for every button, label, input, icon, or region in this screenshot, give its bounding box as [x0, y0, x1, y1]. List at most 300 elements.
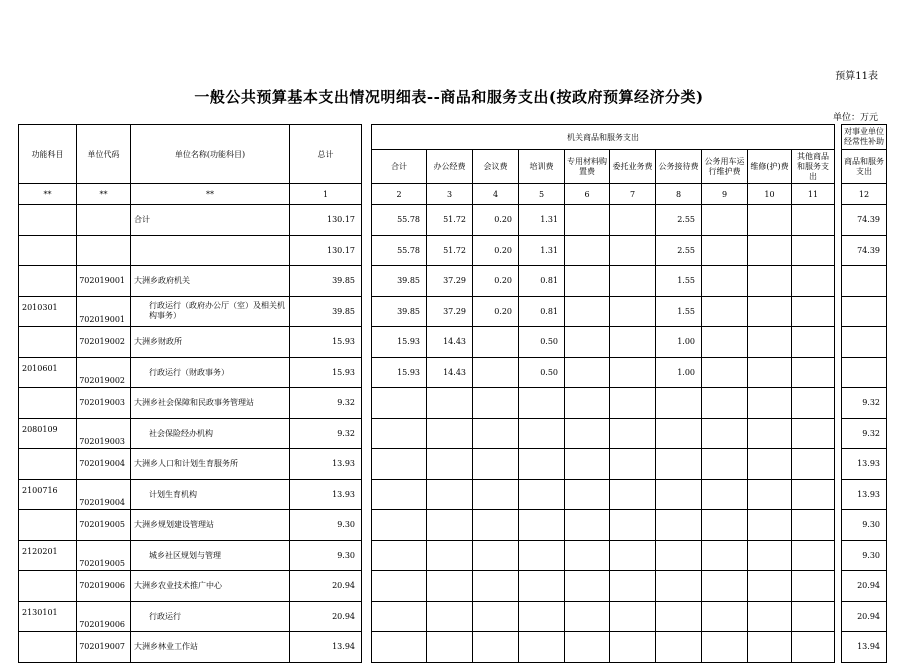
cell-unit-code: 702019006	[77, 571, 131, 602]
cell-reception	[656, 632, 702, 663]
table-row	[19, 571, 887, 602]
cell-office	[427, 601, 473, 632]
cell-other	[792, 571, 835, 602]
cell-goods: 13.93	[842, 449, 887, 480]
cell-unit-code: 702019001	[77, 296, 131, 327]
column-gap	[835, 479, 842, 510]
header-other: 其他商品和服务支出	[792, 150, 835, 184]
cell-other	[792, 327, 835, 358]
cell-total: 9.32	[290, 418, 362, 449]
cell-car	[702, 327, 748, 358]
cell-goods: 74.39	[842, 205, 887, 236]
cell-entrust	[610, 601, 656, 632]
column-gap	[835, 357, 842, 388]
cell-total: 130.17	[290, 235, 362, 266]
cell-entrust	[610, 479, 656, 510]
cell-training	[519, 479, 565, 510]
cell-other	[792, 357, 835, 388]
cell-meeting	[473, 418, 519, 449]
cell-reception	[656, 540, 702, 571]
cell-meeting	[473, 479, 519, 510]
cell-subtotal	[372, 540, 427, 571]
table-row	[19, 601, 887, 632]
cell-unit-name: 大洲乡人口和计划生育服务所	[131, 449, 290, 480]
cell-goods: 13.94	[842, 632, 887, 663]
cell-car	[702, 571, 748, 602]
column-gap	[835, 540, 842, 571]
cell-unit-name: 行政运行（政府办公厅（室）及相关机构事务）	[131, 296, 290, 327]
table-row	[19, 266, 887, 297]
table-row	[19, 449, 887, 480]
cell-office	[427, 449, 473, 480]
cell-meeting	[473, 357, 519, 388]
cell-material	[565, 449, 610, 480]
cell-entrust	[610, 510, 656, 541]
cell-repair	[748, 235, 792, 266]
cell-meeting: 0.20	[473, 235, 519, 266]
cell-subtotal	[372, 479, 427, 510]
cell-total: 13.93	[290, 479, 362, 510]
cell-training	[519, 418, 565, 449]
cell-entrust	[610, 418, 656, 449]
cell-repair	[748, 601, 792, 632]
cell-unit-name: 大洲乡社会保障和民政事务管理站	[131, 388, 290, 419]
cell-unit-code: 702019007	[77, 632, 131, 663]
header-total: 总计	[290, 125, 362, 184]
cell-material	[565, 296, 610, 327]
header-unit-code: 单位代码	[77, 125, 131, 184]
header-material: 专用材料购置费	[565, 150, 610, 184]
cell-total: 39.85	[290, 266, 362, 297]
cell-training	[519, 388, 565, 419]
cell-office	[427, 510, 473, 541]
cell-subtotal: 55.78	[372, 235, 427, 266]
column-gap	[362, 510, 372, 541]
cell-unit-name	[131, 235, 290, 266]
cell-unit-name: 城乡社区规划与管理	[131, 540, 290, 571]
cell-training: 0.81	[519, 296, 565, 327]
cell-repair	[748, 510, 792, 541]
cell-repair	[748, 449, 792, 480]
cell-total: 39.85	[290, 296, 362, 327]
cell-repair	[748, 327, 792, 358]
cell-entrust	[610, 388, 656, 419]
column-gap	[362, 388, 372, 419]
cell-material	[565, 327, 610, 358]
cell-func-subject: 2080109	[19, 418, 77, 449]
cell-training	[519, 540, 565, 571]
cell-subtotal	[372, 449, 427, 480]
cell-repair	[748, 540, 792, 571]
cell-func-subject	[19, 571, 77, 602]
cell-training: 0.81	[519, 266, 565, 297]
column-gap	[835, 571, 842, 602]
cell-subtotal	[372, 632, 427, 663]
cell-goods: 74.39	[842, 235, 887, 266]
cell-office	[427, 571, 473, 602]
cell-subtotal	[372, 418, 427, 449]
cell-entrust	[610, 571, 656, 602]
cell-meeting	[473, 449, 519, 480]
cell-repair	[748, 479, 792, 510]
cell-other	[792, 418, 835, 449]
cell-unit-code: 702019005	[77, 540, 131, 571]
header-func-subject: 功能科目	[19, 125, 77, 184]
cell-material	[565, 571, 610, 602]
index-cell: 6	[565, 184, 610, 205]
index-cell: 1	[290, 184, 362, 205]
index-cell: 8	[656, 184, 702, 205]
cell-meeting: 0.20	[473, 296, 519, 327]
table-row	[19, 357, 887, 388]
index-cell: 7	[610, 184, 656, 205]
cell-car	[702, 510, 748, 541]
cell-car	[702, 205, 748, 236]
cell-reception: 1.55	[656, 266, 702, 297]
column-gap	[835, 296, 842, 327]
header-meeting: 会议费	[473, 150, 519, 184]
cell-total: 13.93	[290, 449, 362, 480]
cell-reception: 1.00	[656, 327, 702, 358]
column-gap	[362, 479, 372, 510]
cell-unit-code	[77, 205, 131, 236]
cell-other	[792, 235, 835, 266]
cell-reception: 1.55	[656, 296, 702, 327]
cell-goods: 9.32	[842, 418, 887, 449]
cell-goods: 20.94	[842, 571, 887, 602]
cell-func-subject	[19, 510, 77, 541]
cell-total: 20.94	[290, 601, 362, 632]
column-gap	[835, 418, 842, 449]
cell-entrust	[610, 540, 656, 571]
column-gap	[835, 266, 842, 297]
cell-material	[565, 540, 610, 571]
cell-repair	[748, 418, 792, 449]
cell-goods: 9.30	[842, 510, 887, 541]
cell-reception	[656, 510, 702, 541]
column-gap	[835, 205, 842, 236]
header-group-main: 机关商品和服务支出	[372, 125, 835, 150]
cell-office: 37.29	[427, 266, 473, 297]
cell-subtotal: 39.85	[372, 266, 427, 297]
cell-repair	[748, 296, 792, 327]
column-gap	[362, 125, 372, 184]
cell-reception	[656, 418, 702, 449]
cell-meeting: 0.20	[473, 266, 519, 297]
cell-meeting	[473, 510, 519, 541]
cell-goods: 13.93	[842, 479, 887, 510]
cell-subtotal: 15.93	[372, 327, 427, 358]
cell-unit-name: 大洲乡规划建设管理站	[131, 510, 290, 541]
cell-meeting	[473, 571, 519, 602]
cell-total: 15.93	[290, 357, 362, 388]
cell-subtotal: 55.78	[372, 205, 427, 236]
cell-unit-code	[77, 235, 131, 266]
table-row	[19, 235, 887, 266]
cell-total: 13.94	[290, 632, 362, 663]
cell-reception	[656, 601, 702, 632]
cell-material	[565, 418, 610, 449]
cell-other	[792, 479, 835, 510]
cell-unit-code: 702019003	[77, 418, 131, 449]
cell-other	[792, 632, 835, 663]
cell-material	[565, 357, 610, 388]
header-training: 培训费	[519, 150, 565, 184]
cell-car	[702, 388, 748, 419]
cell-total: 9.30	[290, 510, 362, 541]
cell-func-subject	[19, 266, 77, 297]
cell-material	[565, 266, 610, 297]
cell-repair	[748, 632, 792, 663]
cell-unit-name: 大洲乡农业技术推广中心	[131, 571, 290, 602]
cell-repair	[748, 205, 792, 236]
cell-unit-code: 702019002	[77, 327, 131, 358]
budget-table	[18, 124, 887, 663]
cell-meeting: 0.20	[473, 205, 519, 236]
cell-other	[792, 510, 835, 541]
cell-car	[702, 235, 748, 266]
cell-unit-name: 合计	[131, 205, 290, 236]
cell-training	[519, 449, 565, 480]
table-row	[19, 205, 887, 236]
cell-training: 1.31	[519, 235, 565, 266]
cell-unit-code: 702019003	[77, 388, 131, 419]
header-repair: 维修(护)费	[748, 150, 792, 184]
cell-func-subject	[19, 205, 77, 236]
header-entrust: 委托业务费	[610, 150, 656, 184]
cell-unit-code: 702019006	[77, 601, 131, 632]
column-gap	[362, 327, 372, 358]
index-cell: 11	[792, 184, 835, 205]
table-row	[19, 388, 887, 419]
header-reception: 公务接待费	[656, 150, 702, 184]
cell-car	[702, 418, 748, 449]
cell-training	[519, 632, 565, 663]
cell-training: 1.31	[519, 205, 565, 236]
cell-reception: 1.00	[656, 357, 702, 388]
cell-goods	[842, 357, 887, 388]
cell-material	[565, 479, 610, 510]
cell-meeting	[473, 632, 519, 663]
cell-unit-name: 社会保险经办机构	[131, 418, 290, 449]
column-gap	[362, 571, 372, 602]
cell-unit-name: 大洲乡财政所	[131, 327, 290, 358]
cell-meeting	[473, 327, 519, 358]
cell-func-subject	[19, 388, 77, 419]
cell-office	[427, 540, 473, 571]
index-cell: 5	[519, 184, 565, 205]
index-cell: 4	[473, 184, 519, 205]
cell-repair	[748, 266, 792, 297]
cell-subtotal	[372, 571, 427, 602]
cell-goods	[842, 296, 887, 327]
cell-material	[565, 632, 610, 663]
header-goods: 商品和服务支出	[842, 150, 887, 184]
cell-reception	[656, 571, 702, 602]
cell-material	[565, 601, 610, 632]
cell-goods	[842, 327, 887, 358]
table-row	[19, 296, 887, 327]
cell-subtotal: 15.93	[372, 357, 427, 388]
cell-goods	[842, 266, 887, 297]
cell-total: 15.93	[290, 327, 362, 358]
cell-func-subject: 2130101	[19, 601, 77, 632]
column-gap	[362, 601, 372, 632]
cell-unit-code: 702019002	[77, 357, 131, 388]
page-title: 一般公共预算基本支出情况明细表--商品和服务支出(按政府预算经济分类)	[194, 88, 704, 106]
cell-office	[427, 418, 473, 449]
index-cell: 2	[372, 184, 427, 205]
cell-unit-name: 大洲乡政府机关	[131, 266, 290, 297]
cell-goods: 20.94	[842, 601, 887, 632]
cell-entrust	[610, 205, 656, 236]
cell-func-subject	[19, 449, 77, 480]
cell-office: 14.43	[427, 357, 473, 388]
table-row	[19, 418, 887, 449]
index-cell: **	[131, 184, 290, 205]
cell-func-subject	[19, 632, 77, 663]
cell-subtotal	[372, 601, 427, 632]
index-cell: 9	[702, 184, 748, 205]
cell-entrust	[610, 357, 656, 388]
cell-training	[519, 510, 565, 541]
column-gap	[835, 184, 842, 205]
cell-office: 51.72	[427, 235, 473, 266]
unit-label: 单位：万元	[832, 113, 878, 123]
header-office: 办公经费	[427, 150, 473, 184]
cell-car	[702, 296, 748, 327]
cell-reception	[656, 479, 702, 510]
cell-repair	[748, 388, 792, 419]
table-row	[19, 632, 887, 663]
cell-goods: 9.32	[842, 388, 887, 419]
table-number: 预算11表	[835, 71, 878, 82]
table-row	[19, 510, 887, 541]
cell-unit-code: 702019001	[77, 266, 131, 297]
cell-meeting	[473, 601, 519, 632]
cell-car	[702, 479, 748, 510]
column-gap	[835, 510, 842, 541]
cell-office	[427, 479, 473, 510]
cell-repair	[748, 357, 792, 388]
cell-training: 0.50	[519, 357, 565, 388]
cell-unit-code: 702019005	[77, 510, 131, 541]
table-row	[19, 327, 887, 358]
column-gap	[362, 540, 372, 571]
cell-subtotal: 39.85	[372, 296, 427, 327]
header-group-side: 对事业单位经常性补助	[842, 125, 887, 150]
cell-car	[702, 601, 748, 632]
cell-other	[792, 540, 835, 571]
column-gap	[835, 235, 842, 266]
cell-func-subject	[19, 235, 77, 266]
cell-office: 14.43	[427, 327, 473, 358]
cell-reception	[656, 449, 702, 480]
cell-entrust	[610, 266, 656, 297]
cell-car	[702, 357, 748, 388]
cell-meeting	[473, 540, 519, 571]
cell-car	[702, 449, 748, 480]
cell-reception: 2.55	[656, 205, 702, 236]
cell-car	[702, 540, 748, 571]
cell-unit-name: 行政运行	[131, 601, 290, 632]
index-cell: 3	[427, 184, 473, 205]
cell-unit-code: 702019004	[77, 479, 131, 510]
cell-other	[792, 296, 835, 327]
cell-unit-name: 计划生育机构	[131, 479, 290, 510]
cell-unit-code: 702019004	[77, 449, 131, 480]
column-gap	[362, 418, 372, 449]
cell-entrust	[610, 327, 656, 358]
cell-material	[565, 510, 610, 541]
cell-subtotal	[372, 388, 427, 419]
cell-car	[702, 632, 748, 663]
column-gap	[835, 449, 842, 480]
cell-material	[565, 388, 610, 419]
cell-total: 130.17	[290, 205, 362, 236]
cell-unit-name: 大洲乡林业工作站	[131, 632, 290, 663]
column-gap	[835, 601, 842, 632]
cell-entrust	[610, 296, 656, 327]
column-gap	[362, 235, 372, 266]
table-row	[19, 540, 887, 571]
cell-entrust	[610, 449, 656, 480]
cell-other	[792, 388, 835, 419]
table-row	[19, 479, 887, 510]
column-gap	[835, 327, 842, 358]
cell-other	[792, 266, 835, 297]
cell-total: 9.32	[290, 388, 362, 419]
column-gap	[362, 357, 372, 388]
column-gap	[362, 184, 372, 205]
cell-repair	[748, 571, 792, 602]
cell-other	[792, 601, 835, 632]
cell-training	[519, 571, 565, 602]
cell-total: 9.30	[290, 540, 362, 571]
cell-entrust	[610, 235, 656, 266]
header-car: 公务用车运行维护费	[702, 150, 748, 184]
cell-func-subject	[19, 327, 77, 358]
index-cell: **	[19, 184, 77, 205]
cell-training: 0.50	[519, 327, 565, 358]
cell-func-subject: 2010301	[19, 296, 77, 327]
index-cell: 12	[842, 184, 887, 205]
header-unit-name: 单位名称(功能科目)	[131, 125, 290, 184]
cell-reception: 2.55	[656, 235, 702, 266]
column-gap	[835, 125, 842, 184]
cell-other	[792, 205, 835, 236]
index-cell: **	[77, 184, 131, 205]
cell-other	[792, 449, 835, 480]
column-gap	[362, 449, 372, 480]
cell-office: 37.29	[427, 296, 473, 327]
cell-training	[519, 601, 565, 632]
cell-total: 20.94	[290, 571, 362, 602]
column-gap	[362, 632, 372, 663]
index-cell: 10	[748, 184, 792, 205]
cell-goods: 9.30	[842, 540, 887, 571]
cell-subtotal	[372, 510, 427, 541]
cell-meeting	[473, 388, 519, 419]
cell-material	[565, 205, 610, 236]
column-gap	[835, 388, 842, 419]
cell-func-subject: 2010601	[19, 357, 77, 388]
cell-func-subject: 2120201	[19, 540, 77, 571]
cell-entrust	[610, 632, 656, 663]
column-gap	[362, 266, 372, 297]
column-gap	[835, 632, 842, 663]
cell-unit-name: 行政运行（财政事务）	[131, 357, 290, 388]
